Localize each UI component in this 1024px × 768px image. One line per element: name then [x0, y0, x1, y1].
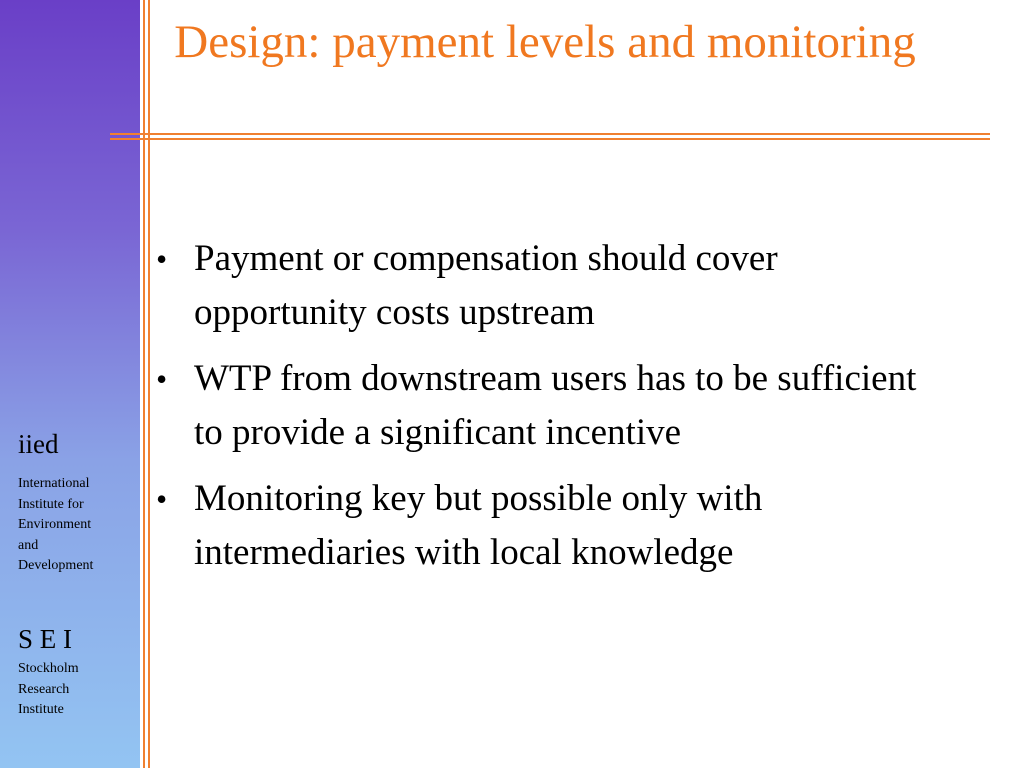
bullet-item	[154, 352, 934, 460]
org1-name-line: Institute for	[18, 496, 84, 512]
bullet-dot-icon: •	[156, 241, 168, 277]
bullet-text: Payment or compensation should cover opportunity costs upstream	[194, 238, 778, 333]
org1-name-line: Development	[18, 558, 94, 573]
bullet-text: WTP from downstream users has to be sufficient to provide a significant incentive	[194, 358, 917, 453]
slide-title: Design: payment levels and monitoring	[174, 16, 916, 68]
org1-abbreviation: iied	[18, 429, 59, 459]
org2-name-line: Institute	[18, 702, 64, 717]
org1-name-line: Environment	[18, 517, 92, 532]
org2-name	[18, 659, 79, 721]
vertical-rule	[148, 0, 150, 768]
bullet-item	[154, 232, 934, 340]
org1-name-line: International	[18, 476, 90, 491]
org2-name-line: Stockholm	[18, 661, 79, 676]
org1-name	[18, 474, 93, 577]
vertical-rule	[143, 0, 145, 768]
org1-name-line: and	[18, 537, 39, 553]
org2-name-line: Research	[18, 681, 70, 697]
bullet-dot-icon: •	[156, 481, 168, 517]
bullet-list	[154, 232, 934, 592]
horizontal-rule	[110, 133, 990, 135]
bullet-text: Monitoring key but possible only with intermediaries with local knowledge	[194, 478, 763, 573]
bullet-item	[154, 472, 934, 580]
horizontal-rule	[110, 138, 990, 140]
bullet-dot-icon: •	[156, 361, 168, 397]
org2-abbreviation: S E I	[18, 624, 72, 654]
